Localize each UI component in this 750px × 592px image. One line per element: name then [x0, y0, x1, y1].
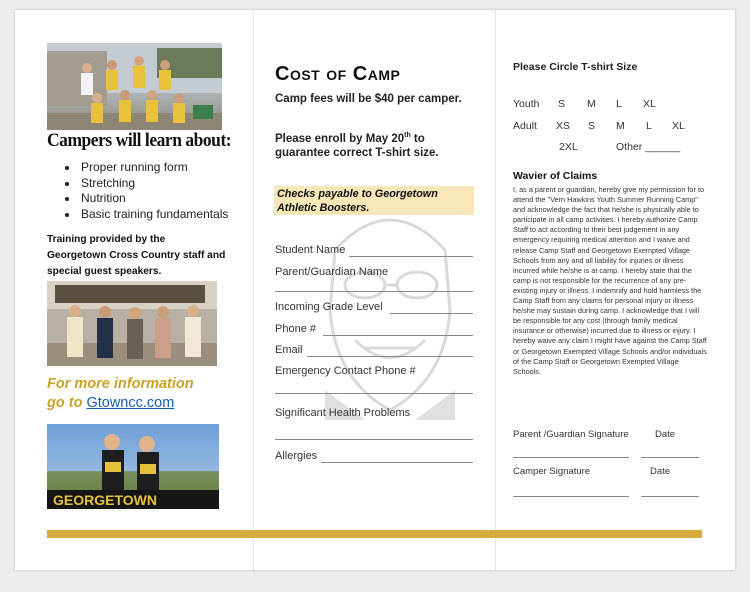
checks-payable: Checks payable to Georgetown Athletic Boosters. [274, 186, 474, 215]
brochure-page [15, 10, 735, 570]
gold-footer-bar [47, 530, 702, 538]
health-problems-label: Significant Health Problems [275, 407, 411, 419]
size-option-youth-m[interactable]: M [587, 98, 596, 110]
training-text: Training provided by the Georgetown Cross Country staff and special guest speakers. [47, 234, 226, 277]
email-line[interactable] [307, 356, 473, 357]
fold-line [253, 10, 254, 570]
size-option-other[interactable]: Other ______ [616, 141, 681, 153]
parent-date-line[interactable] [641, 457, 699, 458]
runners-photo-image [47, 424, 219, 509]
website-link[interactable]: Gtowncc.com [86, 395, 175, 411]
tshirt-title: Please Circle T-shirt Size [513, 61, 638, 73]
email-label: Email [275, 344, 303, 356]
learn-title: Campers will learn about: [47, 130, 232, 151]
fold-line [495, 10, 496, 570]
banner-text: GEORGETOWN [53, 492, 157, 508]
team-photo-middle [47, 281, 217, 366]
youth-label: Youth [513, 98, 540, 110]
parent-signature-label: Parent /Guardian Signature [513, 429, 629, 440]
size-option-adult-xs[interactable]: XS [556, 120, 571, 132]
allergies-label: Allergies [275, 450, 318, 462]
learn-item: • Proper running form [79, 160, 228, 176]
emergency-contact-line[interactable] [275, 393, 473, 394]
size-option-adult-m[interactable]: M [616, 120, 625, 132]
phone-line[interactable] [323, 335, 473, 336]
team-photo-top [47, 43, 222, 130]
phone-label: Phone # [275, 323, 316, 335]
waiver-title: Wavier of Claims [513, 170, 598, 182]
size-option-adult-l[interactable]: L [646, 120, 652, 132]
adult-label: Adult [513, 120, 537, 132]
camper-date-label: Date [650, 466, 671, 477]
emergency-contact-label: Emergency Contact Phone # [275, 365, 416, 377]
enroll-text: Please enroll by May 20 [275, 132, 405, 145]
student-name-label: Student Name [275, 244, 346, 256]
enroll-sup: th [404, 132, 411, 139]
size-option-youth-xl[interactable]: XL [643, 98, 656, 110]
parent-name-label: Parent/Guardian Name [275, 266, 389, 278]
grade-level-label: Incoming Grade Level [275, 301, 383, 313]
learn-item: • Stretching [79, 176, 228, 192]
cost-title [275, 63, 400, 86]
enroll-deadline [275, 129, 475, 161]
team-photo-middle-image [47, 281, 217, 366]
runners-photo [47, 424, 219, 509]
learn-list [63, 160, 228, 222]
camper-date-line[interactable] [641, 496, 699, 497]
size-option-youth-s[interactable]: S [558, 98, 566, 110]
more-info [47, 375, 194, 413]
more-info-go: go to [47, 395, 83, 411]
parent-name-line[interactable] [275, 291, 473, 292]
cost-title-text: Cost of Camp [275, 63, 401, 85]
camp-fees: Camp fees will be $40 per camper. [275, 93, 462, 105]
camper-signature-line[interactable] [513, 496, 629, 497]
camper-signature-label: Camper Signature [513, 466, 591, 477]
allergies-line[interactable] [321, 462, 473, 463]
size-option-youth-l[interactable]: L [616, 98, 622, 110]
size-option-adult-xl[interactable]: XL [672, 120, 685, 132]
size-option-2xl[interactable]: 2XL [559, 141, 578, 153]
more-info-line1: For more information [47, 376, 194, 392]
waiver-text: I, as a parent or guardian, hereby give my permission for to attend the "Vern Hawkins Youth Summer Running Camp" and acknowledge the fact that he/she is physically able to participate in all camp activities. I hereby authorize Camp Staff to act according to their best judgement in any emergency requiring medical attention and I waive and release Camp Staff and Georgetown Exempted Village Schools from any and all liability for injuries or illness incurred while he/she is at camp. I hereby state that the camp is not responsible for the recurrence of any pre-existing injury or illness. I indemnify and hold harmless the Camp Staff from any claims for personal injury or illness he/she may sustain during camp. I acknowledge that I will be responsible for any cost (through family medical insurance or otherwise) incurred due to illness or injury. I hereby waive any claim I might have against the Camp Staff or Georgetown Exempted Village Schools and/or individuals of the Camp Staff or Georgetown Exempted Village Schools. [513, 185, 707, 376]
team-photo-top-image [47, 43, 222, 130]
health-problems-line[interactable] [275, 439, 473, 440]
parent-date-label: Date [655, 429, 676, 440]
learn-item: • Basic training fundamentals [79, 207, 228, 223]
parent-signature-line[interactable] [513, 457, 629, 458]
size-option-adult-s[interactable]: S [588, 120, 596, 132]
learn-item: • Nutrition [79, 191, 228, 207]
enroll-text-2: to guarantee correct T-shirt size. [275, 132, 439, 160]
student-name-line[interactable] [349, 256, 473, 257]
grade-level-line[interactable] [390, 313, 473, 314]
